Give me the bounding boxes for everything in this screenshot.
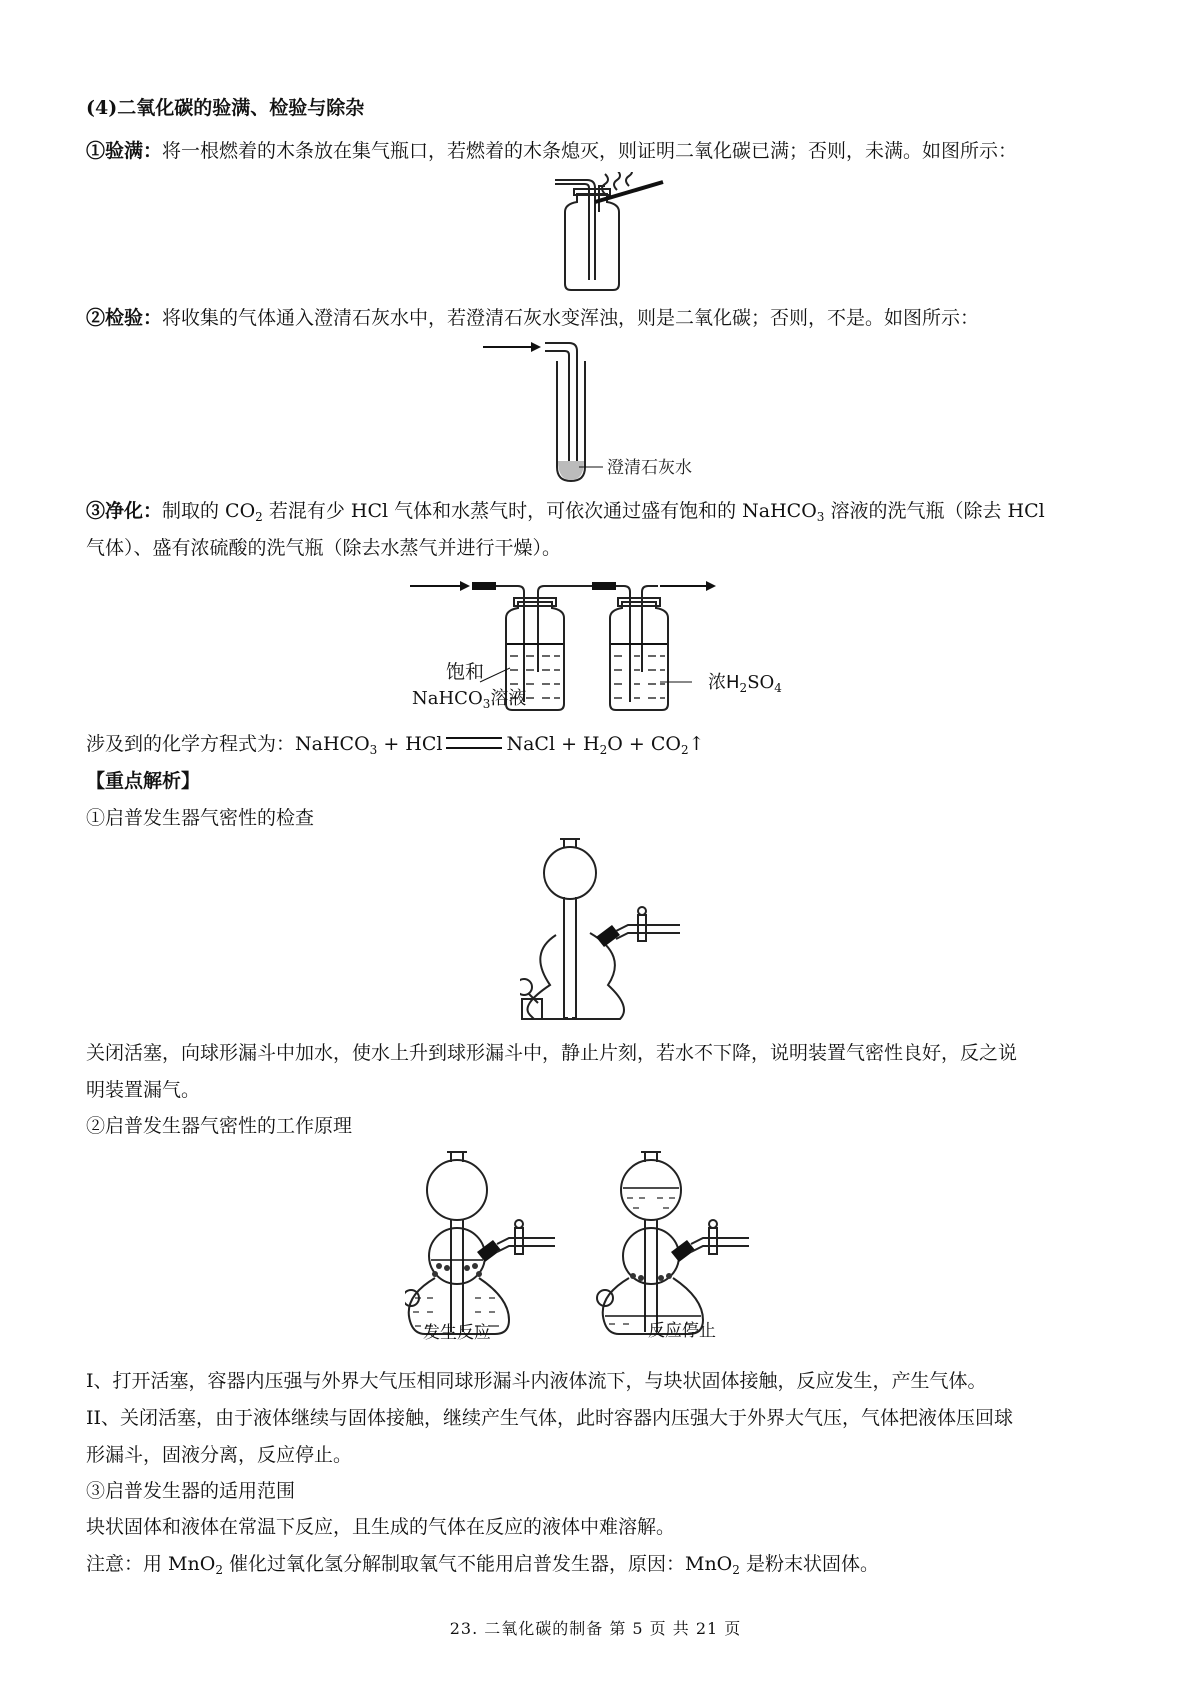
caption-reaction-stop: 反应停止 bbox=[648, 1321, 716, 1341]
bottle2-label: 浓$H_2SO_4$ bbox=[708, 672, 782, 695]
purify-paragraph-2: 气体）、盛有浓硫酸的洗气瓶（除去水蒸气并进行干燥）。 bbox=[86, 537, 562, 559]
purify-paragraph-1: ③净化：制取的 $CO_2$ 若混有少 HCl 气体和水蒸气时，可依次通过盛有饱和的 NaHCO$_3$ 溶液的洗气瓶（除去 HCl bbox=[86, 500, 1045, 524]
kipp2-text-3: 形漏斗，固液分离，反应停止。 bbox=[86, 1444, 353, 1466]
equals-sign bbox=[446, 737, 502, 749]
kipp2-text-1: I、打开活塞，容器内压强与外界大气压相同球形漏斗内液体流下，与块状固体接触，反应发生，产生气体。 bbox=[86, 1370, 987, 1392]
bottle1-label-a: 饱和 bbox=[446, 661, 485, 683]
kipp3-title: ③启普发生器的适用范围 bbox=[86, 1480, 296, 1502]
kipp3-text: 块状固体和液体在常温下反应，且生成的气体在反应的液体中难溶解。 bbox=[86, 1516, 676, 1538]
purify-label: ③净化： bbox=[86, 500, 163, 522]
kipp-generator-figure bbox=[520, 835, 680, 1025]
key-title: 【重点解析】 bbox=[86, 770, 201, 792]
full-check-label: ①验满： bbox=[86, 140, 163, 162]
kipp-compare-figure bbox=[405, 1148, 805, 1348]
full-check-paragraph bbox=[86, 138, 1017, 164]
caption-reaction-start: 发生反应 bbox=[423, 1323, 491, 1343]
equation-line: 涉及到的化学方程式为：NaHCO$_3$ + HCl NaCl + $H_2O$ + $CO_2↑$ bbox=[86, 733, 705, 757]
test-label: ②检验： bbox=[86, 307, 163, 329]
page-footer: 23. 二氧化碳的制备 第 5 页 共 21 页 bbox=[449, 1619, 742, 1638]
kipp1-text-2: 明装置漏气。 bbox=[86, 1079, 201, 1101]
kipp2-text-2: II、关闭活塞，由于液体继续与固体接触，继续产生气体，此时容器内压强大于外界大气压，气体把液体压回球 bbox=[86, 1407, 1014, 1429]
limewater-label: 澄清石灰水 bbox=[607, 458, 692, 478]
gas-bottle-figure bbox=[555, 172, 670, 297]
bottle1-label-b: NaHCO$_3$溶液 bbox=[412, 688, 527, 711]
kipp3-note: 注意：用 MnO$_2$ 催化过氧化氢分解制取氧气不能用启普发生器，原因：MnO$_2$ 是粉末状固体。 bbox=[86, 1553, 879, 1577]
full-check-text: 将一根燃着的木条放在集气瓶口，若燃着的木条熄灭，则证明二氧化碳已满；否则，未满。如图所示： bbox=[162, 140, 1018, 162]
section-title: (4)二氧化碳的验满、检验与除杂 bbox=[86, 97, 365, 119]
test-tube-figure bbox=[483, 335, 723, 485]
test-paragraph bbox=[86, 305, 979, 331]
kipp2-title: ②启普发生器气密性的工作原理 bbox=[86, 1115, 353, 1137]
kipp1-title: ①启普发生器气密性的检查 bbox=[86, 807, 315, 829]
kipp1-text-1: 关闭活塞，向球形漏斗中加水，使水上升到球形漏斗中，静止片刻，若水不下降，说明装置气密性良好，反之说 bbox=[86, 1042, 1018, 1064]
test-text: 将收集的气体通入澄清石灰水中，若澄清石灰水变浑浊，则是二氧化碳；否则，不是。如图所示： bbox=[162, 307, 980, 329]
